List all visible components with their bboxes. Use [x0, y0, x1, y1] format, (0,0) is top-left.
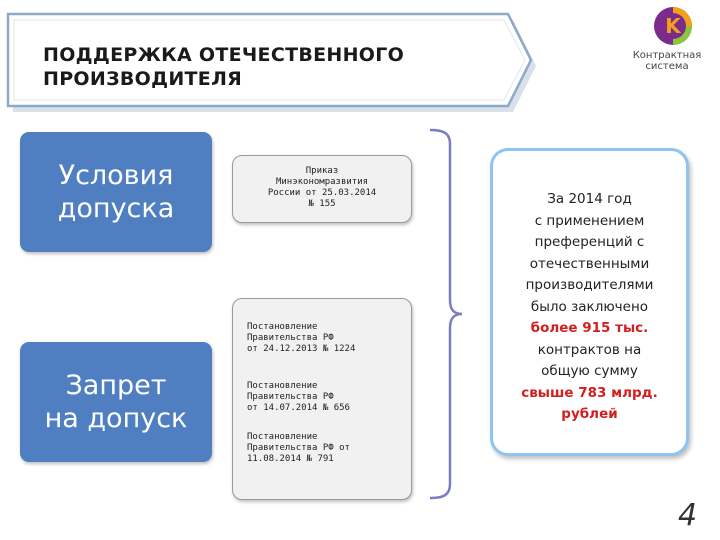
order-line-2: Минэкономразвития: [275, 177, 369, 187]
logo-text-line-2: система: [645, 61, 689, 72]
decree-line: Постановление: [247, 322, 318, 332]
admission-conditions-box: [20, 132, 212, 252]
statistics-box: [490, 148, 689, 456]
title-line-2: ПРОИЗВОДИТЕЛЯ: [43, 68, 243, 90]
decree-line: 11.08.2014 № 791: [247, 454, 334, 464]
order-line-3: России от 25.03.2014: [267, 188, 377, 198]
statistics-text: [493, 189, 686, 426]
order-card: [232, 155, 412, 223]
stat-line: общую сумму: [541, 363, 638, 379]
contracts-count-highlight: более 915 тыс.: [530, 320, 649, 336]
decrees-card: [232, 298, 412, 500]
stat-line: За 2014 год: [547, 191, 632, 207]
stat-line: с применением: [534, 212, 645, 229]
admission-conditions-line-1: Условия: [58, 160, 174, 191]
page-number: 4: [678, 498, 698, 533]
admission-ban-line-1: Запрет: [65, 370, 167, 401]
k-logo-icon: [653, 6, 693, 46]
stat-line: производителями: [525, 277, 654, 293]
logo-letter: K: [665, 14, 681, 38]
decree-item: [247, 432, 407, 465]
logo-text-line-1: Контрактная: [632, 50, 702, 61]
decree-line: Постановление: [247, 381, 318, 391]
order-line-4: № 155: [308, 199, 336, 209]
total-amount-highlight: свыше 783 млрд.: [521, 384, 658, 401]
stat-line: контрактов на: [537, 341, 642, 358]
currency-highlight: рублей: [561, 406, 618, 422]
stat-line: преференций с: [534, 234, 645, 250]
decree-line: от 24.12.2013 № 1224: [247, 344, 356, 354]
order-line-1: Приказ: [305, 166, 339, 176]
decree-line: Правительства РФ от: [247, 443, 350, 453]
page-title: [43, 43, 503, 91]
admission-conditions-line-2: допуска: [57, 193, 175, 224]
stat-line: отечественными: [529, 255, 650, 272]
decree-line: Правительства РФ: [247, 392, 334, 402]
admission-ban-line-2: на допуск: [44, 403, 188, 434]
decree-line: Правительства РФ: [247, 333, 334, 343]
stat-line: было заключено: [530, 298, 649, 315]
title-line-1: ПОДДЕРЖКА ОТЕЧЕСТВЕННОГО: [43, 44, 405, 66]
bracket-connector: [428, 128, 464, 500]
decree-line: от 14.07.2014 № 656: [247, 403, 350, 413]
admission-ban-box: [20, 342, 212, 462]
logo: [615, 6, 715, 76]
decree-line: Постановление: [247, 432, 318, 442]
decree-item: [247, 322, 407, 355]
decree-item: [247, 381, 407, 414]
